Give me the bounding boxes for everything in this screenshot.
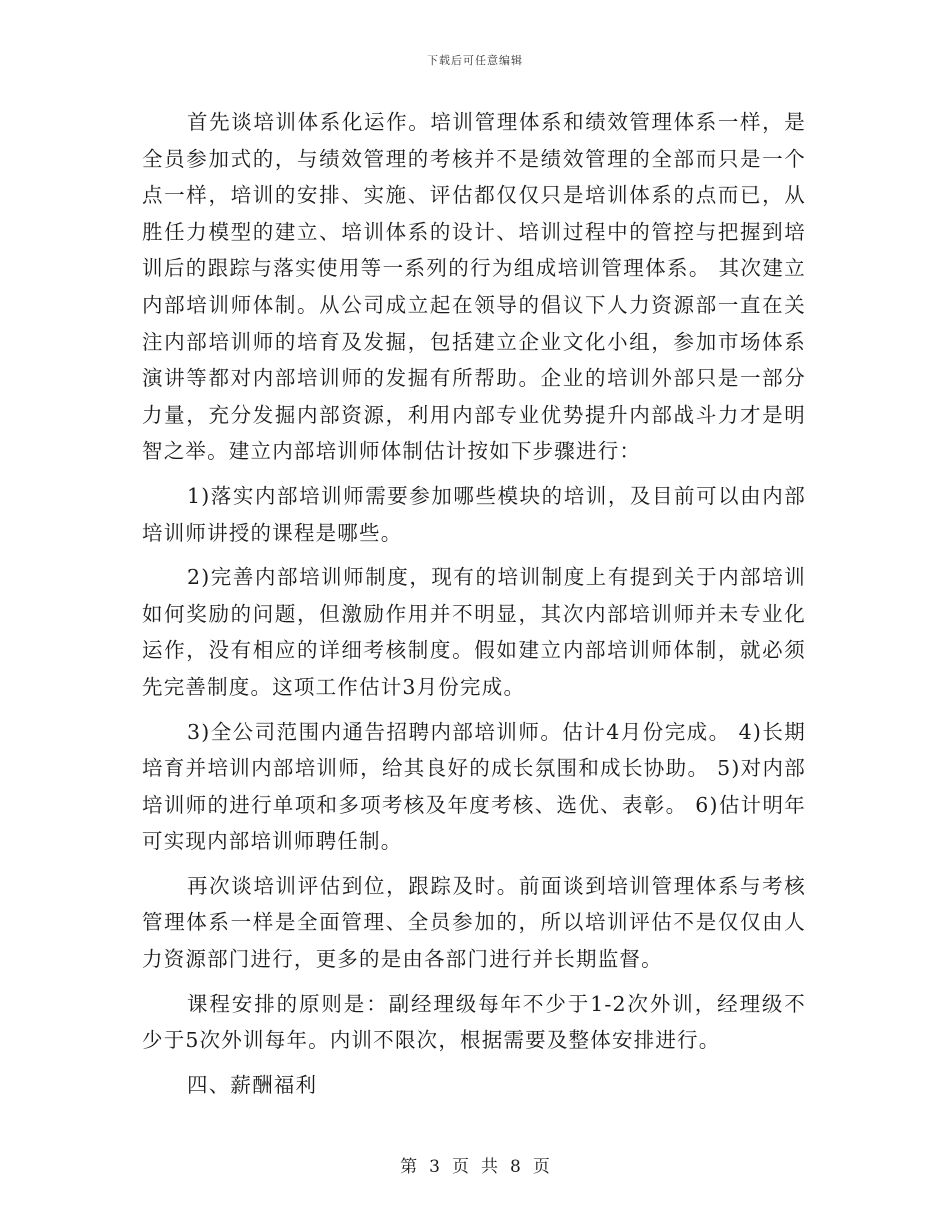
- footer-page-unit: 页: [452, 1157, 469, 1177]
- paragraph: 课程安排的原则是：副经理级每年不少于1-2次外训，经理级不少于5次外训每年。内训不限次，根据需要及整体安排进行。: [142, 991, 806, 1053]
- paragraph: 1)落实内部培训师需要参加哪些模块的培训，及目前可以由内部培训师讲授的课程是哪些。: [142, 483, 806, 545]
- paragraph: 2)完善内部培训师制度，现有的培训制度上有提到关于内部培训如何奖励的问题，但激励作用并不明显，其次内部培训师并未专业化运作，没有相应的详细考核制度。假如建立内部培训师体制，就必须先完善制度。这项工作估计3月份完成。: [142, 565, 806, 699]
- paragraph: 3)全公司范围内通告招聘内部培训师。估计4月份完成。 4)长期培育并培训内部培训师，给其良好的成长氛围和成长协助。 5)对内部培训师的进行单项和多项考核及年度考核、选优、表彰。 6)估计明年可实现内部培训师聘任制。: [142, 719, 806, 854]
- footer-prefix: 第: [400, 1157, 418, 1177]
- footer-total-unit: 页: [532, 1157, 550, 1177]
- paragraph: 首先谈培训体系化运作。培训管理体系和绩效管理体系一样，是全员参加式的，与绩效管理的考核并不是绩效管理的全部而只是一个点一样，培训的安排、实施、评估都仅仅只是培训体系的点而已，从胜任力模型的建立、培训体系的设计、培训过程中的管控与把握到培训后的跟踪与落实使用等一系列的行为组成培训管理体系。 其次建立内部培训师体制。从公司成立起在领导的倡议下人力资源部一直在关注内部培训师的培育及发掘，包括建立企业文化小组，参加市场体系演讲等都对内部培训师的发掘有所帮助。企业的培训外部只是一部分力量，充分发掘内部资源，利用内部专业优势提升内部战斗力才是明智之举。建立内部培训师体制估计按如下步骤进行：: [142, 110, 806, 464]
- document-body: [142, 104, 806, 1111]
- page-number: 3: [429, 1157, 440, 1177]
- header-text: 下载后可任意编辑: [427, 54, 523, 67]
- footer-total-prefix: 共: [481, 1157, 498, 1177]
- paragraph: 再次谈培训评估到位，跟踪及时。前面谈到培训管理体系与考核管理体系一样是全面管理、全员参加的，所以培训评估不是仅仅由人力资源部门进行，更多的是由各部门进行并长期监督。: [142, 873, 806, 972]
- page-header: [0, 52, 950, 68]
- page-footer: [0, 1152, 950, 1177]
- section-heading: 四、薪酬福利: [187, 1072, 318, 1097]
- total-pages: 8: [510, 1157, 521, 1177]
